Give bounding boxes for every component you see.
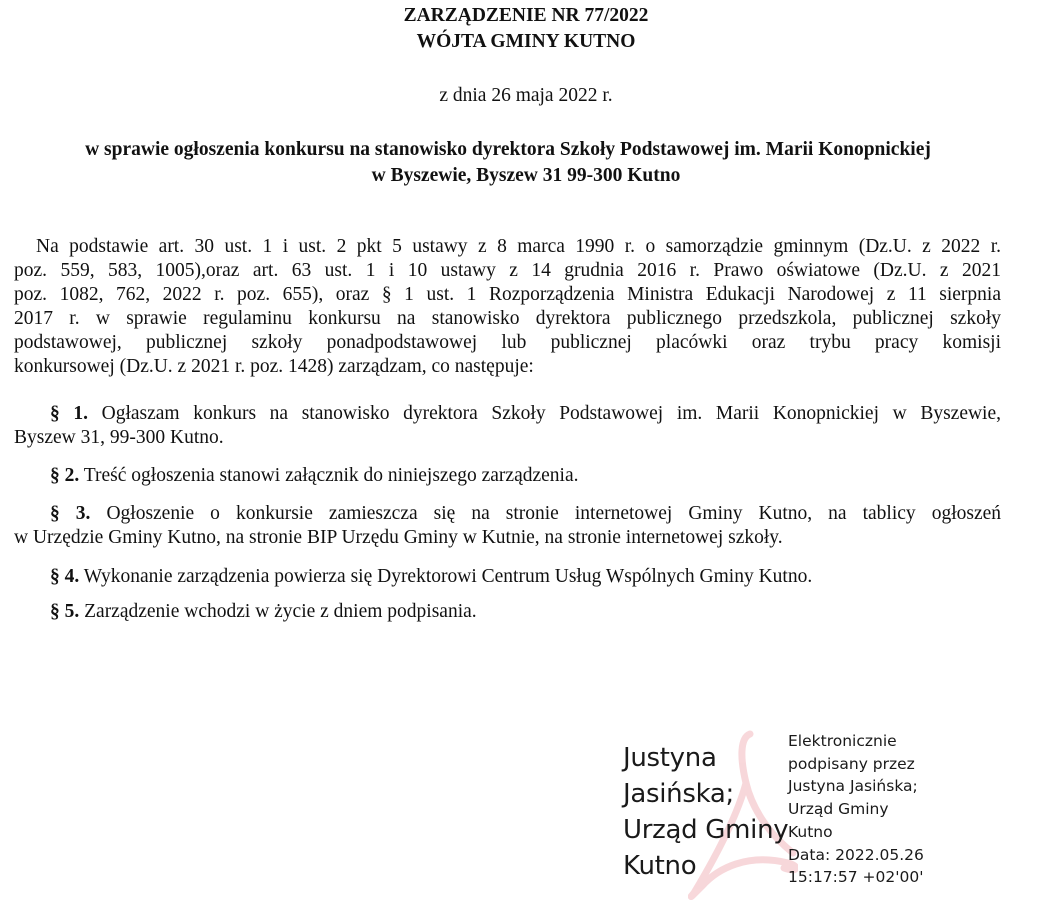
paragraph-line [14,565,1001,589]
signature-time: 15:17:57 +02'00' [788,868,924,887]
paragraph-text: Wykonanie zarządzenia powierza się Dyrektorowi Centrum Usług Wspólnych Gminy Kutno. [83,566,813,587]
paragraph-number: § 2. [50,465,80,486]
signer-line: Kutno [623,851,697,881]
signature-date: Data: 2022.05.26 [788,845,924,864]
paragraph-number: § 1. [50,403,88,424]
document-title: ZARZĄDZENIE NR 77/2022 [403,5,649,26]
signature-detail-line: Elektronicznie [788,732,897,750]
paragraph-line: Byszew 31, 99-300 Kutno. [14,427,224,448]
paragraph-number: § 3. [50,503,91,524]
signer-line: Justyna [623,743,717,773]
paragraph-1 [14,402,1001,450]
signature-details [788,730,924,889]
intro-line: Na podstawie art. 30 ust. 1 i ust. 2 pkt 5 ustawy z 8 marca 1990 r. o samorządzie gminnym (Dz.U. z 2022 r. [36,236,1001,257]
signer-line: Urząd Gminy [623,815,789,845]
signer-name [623,740,788,884]
intro-paragraph [14,235,1001,379]
document-date: z dnia 26 maja 2022 r. [439,85,613,106]
signature-detail-line: Kutno [788,822,833,841]
signature-detail-line: Urząd Gminy [788,800,889,819]
subject-line-2: w Byszewie, Byszew 31 99-300 Kutno [371,165,681,186]
paragraph-2 [14,464,1001,488]
intro-line: 2017 r. w sprawie regulaminu konkursu na stanowisko dyrektora publicznego przedszkola, publicznej szkoły [14,308,1001,329]
paragraph-text: Ogłaszam konkurs na stanowisko dyrektora Szkoły Podstawowej im. Marii Konopnickiej w Byszewie, [101,403,1002,424]
paragraph-line [14,402,1001,426]
subject-line-1: w sprawie ogłoszenia konkursu na stanowisko dyrektora Szkoły Podstawowej im. Marii Konopnickiej [85,139,931,160]
paragraph-line: w Urzędzie Gminy Kutno, na stronie BIP Urzędu Gminy w Kutnie, na stronie internetowej szkoły. [14,527,783,548]
paragraph-line [14,600,1001,624]
paragraph-3 [14,502,1001,550]
paragraph-line [14,502,1001,526]
digital-signature-block[interactable] [620,728,960,900]
signer-line: Jasińska; [623,779,734,809]
document-issuer: WÓJTA GMINY KUTNO [416,31,636,52]
paragraph-4 [14,565,1001,589]
intro-line: podstawowej, publicznej szkoły ponadpodstawowej lub publicznej placówki oraz trybu pracy komisji [14,332,1001,353]
paragraph-text: Zarządzenie wchodzi w życie z dniem podpisania. [84,601,477,622]
intro-line: poz. 1082, 762, 2022 r. poz. 655), oraz § 1 ust. 1 Rozporządzenia Ministra Edukacji Narodowej z 11 sierpnia [14,284,1001,305]
paragraph-text: Ogłoszenie o konkursie zamieszcza się na stronie internetowej Gminy Kutno, na tablicy ogłoszeń [106,503,1002,524]
paragraph-line [14,464,1001,488]
paragraph-5 [14,600,1001,624]
signature-detail-line: Justyna Jasińska; [788,777,918,796]
paragraph-number: § 5. [50,601,80,622]
paragraph-text: Treść ogłoszenia stanowi załącznik do niniejszego zarządzenia. [83,465,579,486]
intro-line: poz. 559, 583, 1005),oraz art. 63 ust. 1 i 10 ustawy z 14 grudnia 2016 r. Prawo oświatowe (Dz.U. z 2021 [14,260,1001,281]
signature-detail-line: podpisany przez [788,754,915,773]
intro-line: konkursowej (Dz.U. z 2021 r. poz. 1428) zarządzam, co następuje: [14,356,534,377]
paragraph-number: § 4. [50,566,80,587]
